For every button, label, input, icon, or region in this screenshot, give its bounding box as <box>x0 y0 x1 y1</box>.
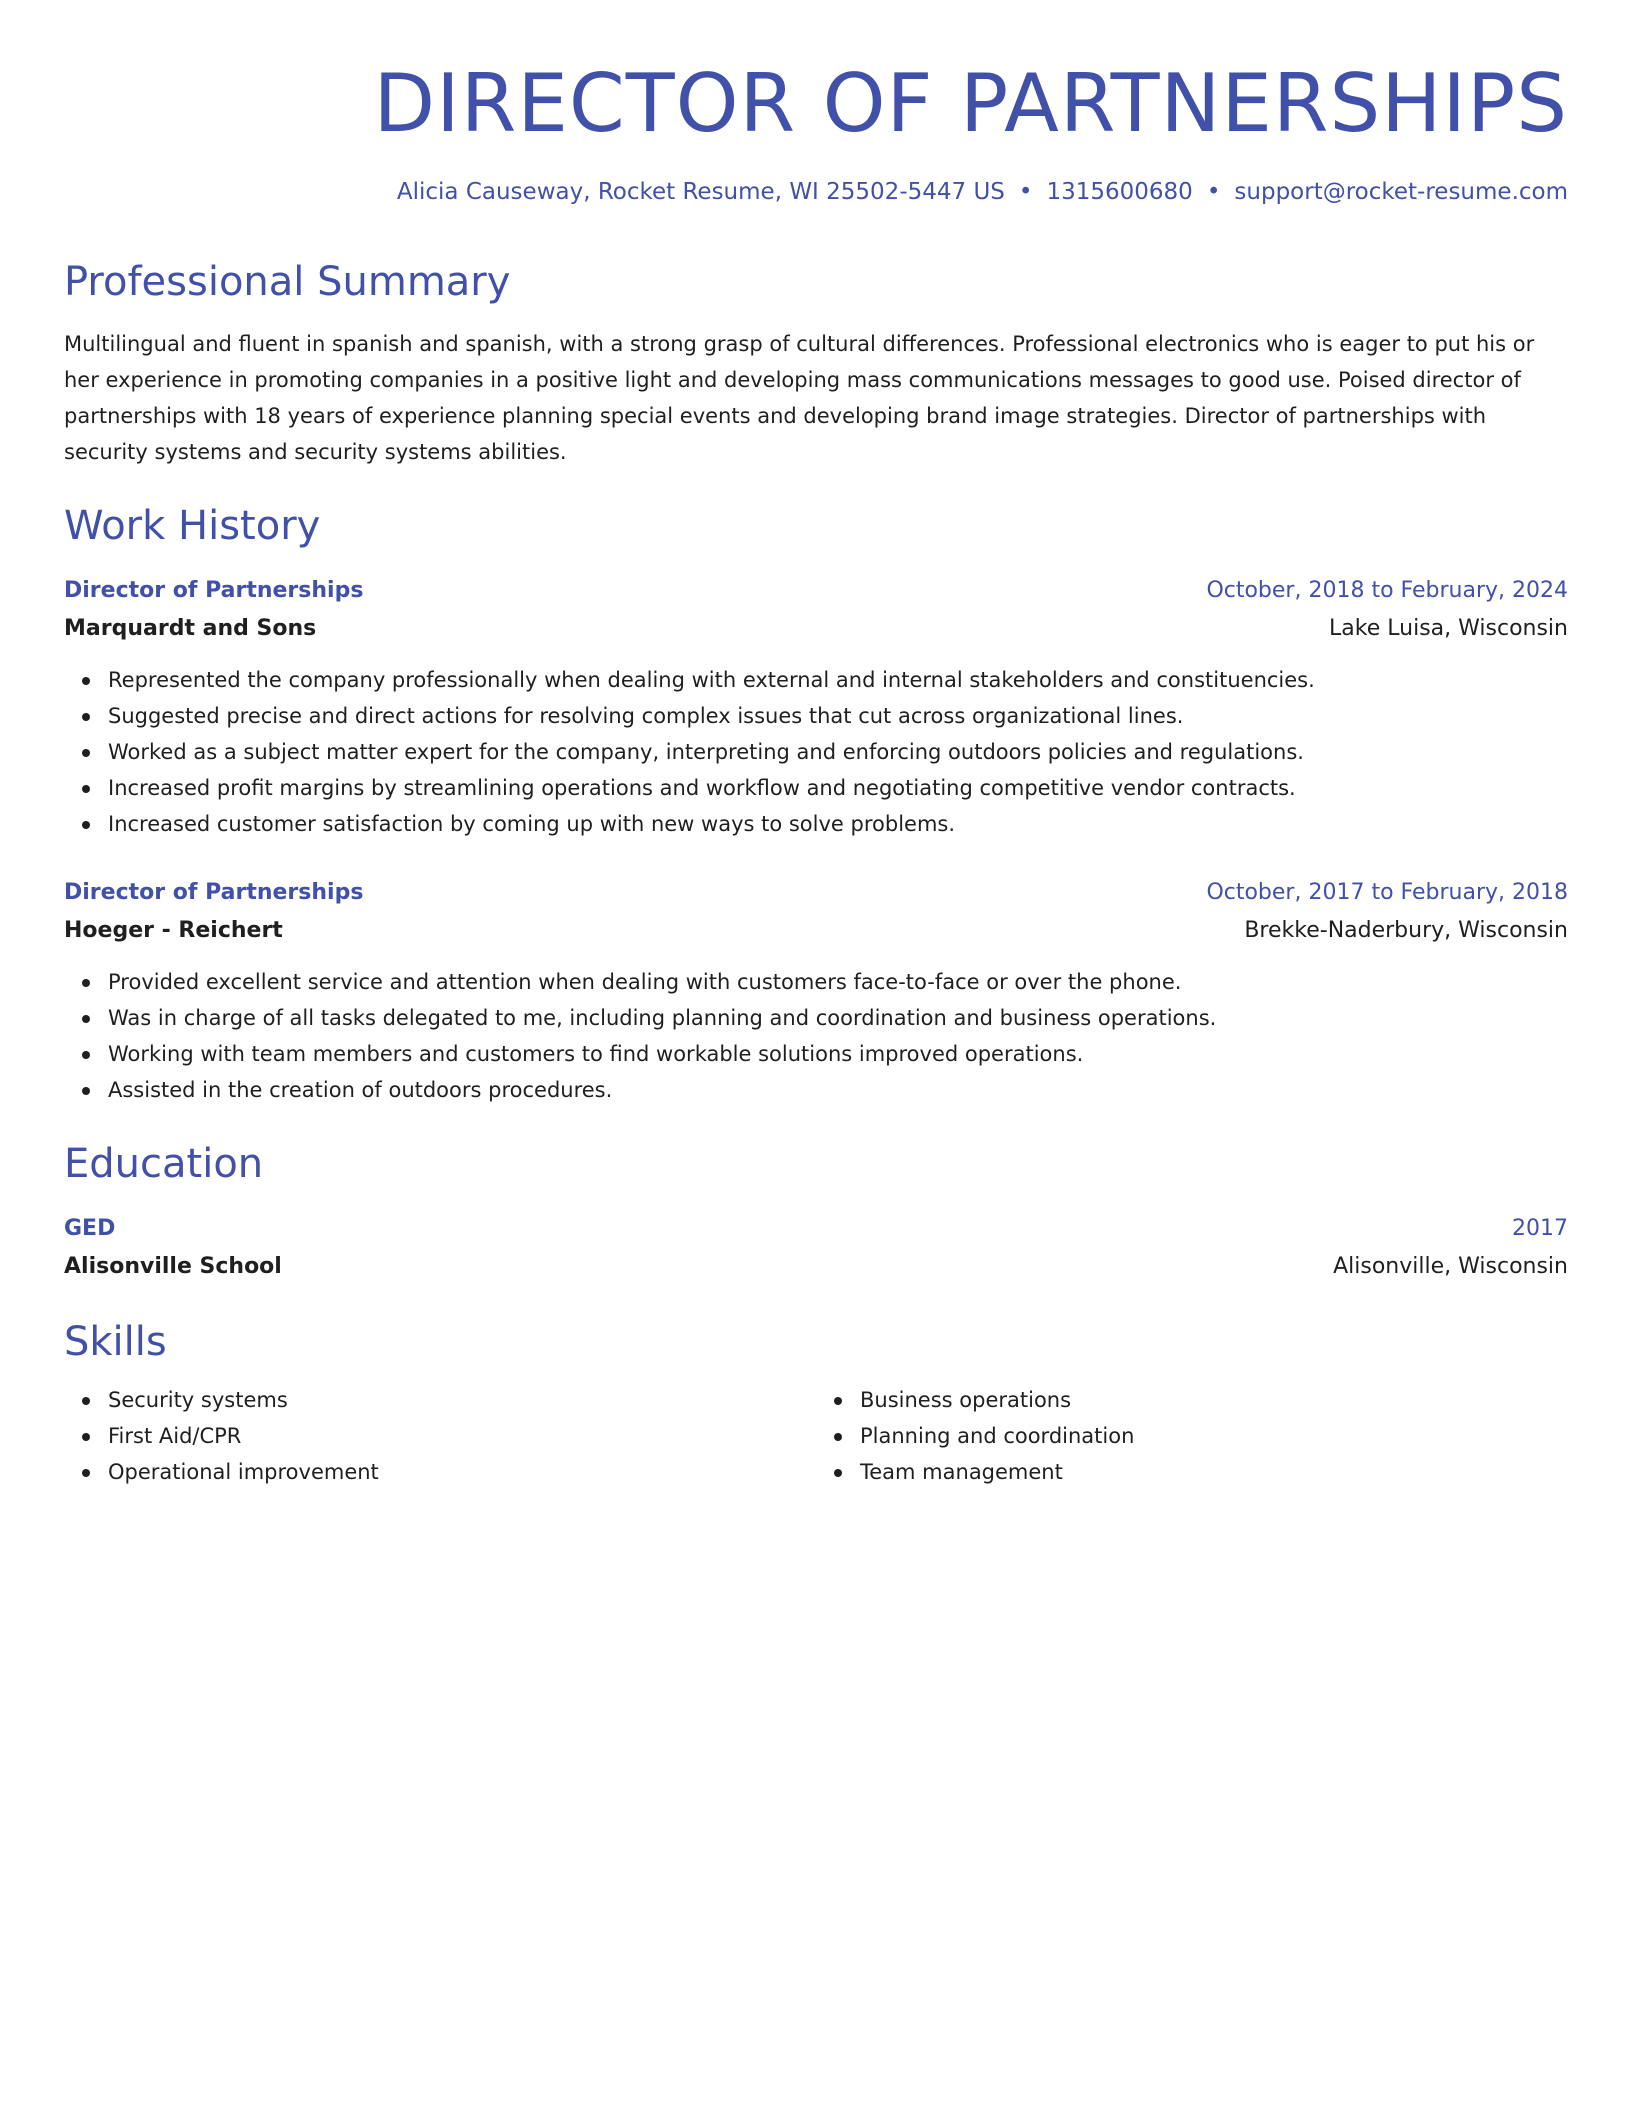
job-dates: October, 2018 to February, 2024 <box>1206 578 1568 603</box>
job-company: Marquardt and Sons <box>64 616 317 641</box>
job-bullet: Worked as a subject matter expert for the company, interpreting and enforcing outdoors policies and regulations. <box>108 734 1568 770</box>
education-entry <box>64 1210 1568 1286</box>
contact-line <box>64 176 1568 208</box>
education-heading: Education <box>64 1141 264 1187</box>
skill-item: Business operations <box>860 1382 1568 1418</box>
contact-address: Alicia Causeway, Rocket Resume, WI 25502-5447 US <box>396 179 1005 205</box>
job-company: Hoeger - Reichert <box>64 918 283 943</box>
job-company-row <box>64 912 1568 950</box>
resume-page <box>64 0 1568 1490</box>
contact-separator: • <box>1206 179 1221 205</box>
contact-phone: 1315600680 <box>1046 179 1193 205</box>
skills-heading: Skills <box>64 1319 167 1365</box>
skills-list-left <box>64 1382 816 1490</box>
skills-list-right <box>816 1382 1568 1490</box>
work-history-heading: Work History <box>64 503 321 549</box>
job-location: Brekke-Naderbury, Wisconsin <box>1244 918 1568 943</box>
job-dates: October, 2017 to February, 2018 <box>1206 880 1568 905</box>
education-degree: GED <box>64 1216 116 1241</box>
education-year: 2017 <box>1512 1216 1568 1241</box>
job-bullet: Provided excellent service and attention when dealing with customers face-to-face or over the phone. <box>108 964 1568 1000</box>
job-bullet: Was in charge of all tasks delegated to me, including planning and coordination and business operations. <box>108 1000 1568 1036</box>
education-location: Alisonville, Wisconsin <box>1333 1254 1568 1279</box>
job-bullet: Working with team members and customers to find workable solutions improved operations. <box>108 1036 1568 1072</box>
job-company-row <box>64 610 1568 648</box>
skill-item: Team management <box>860 1454 1568 1490</box>
job-entry <box>64 572 1568 842</box>
contact-email[interactable]: support@rocket-resume.com <box>1234 179 1568 205</box>
job-header-row <box>64 874 1568 912</box>
contact-separator: • <box>1018 179 1033 205</box>
job-role: Director of Partnerships <box>64 880 364 905</box>
skill-item: Security systems <box>108 1382 816 1418</box>
job-bullet-list <box>64 964 1568 1108</box>
summary-heading: Professional Summary <box>64 259 511 305</box>
skills-columns <box>64 1382 1568 1490</box>
skill-item: First Aid/CPR <box>108 1418 816 1454</box>
job-bullet: Suggested precise and direct actions for resolving complex issues that cut across organizational lines. <box>108 698 1568 734</box>
job-entry <box>64 874 1568 1108</box>
job-bullet: Increased customer satisfaction by coming up with new ways to solve problems. <box>108 806 1568 842</box>
skill-item: Planning and coordination <box>860 1418 1568 1454</box>
resume-title: DIRECTOR OF PARTNERSHIPS <box>373 57 1568 150</box>
education-school: Alisonville School <box>64 1254 282 1279</box>
job-bullet: Assisted in the creation of outdoors procedures. <box>108 1072 1568 1108</box>
skill-item: Operational improvement <box>108 1454 816 1490</box>
summary-text: Multilingual and fluent in spanish and spanish, with a strong grasp of cultural differences. Professional electronics who is eager to put his or her experience in promoting companies in a positive light and developing mass communications messages to good use. Poised director of partnerships with 18 years of experience planning special events and developing brand image strategies. Director of partnerships with security systems and security systems abilities. <box>64 332 1535 464</box>
education-school-row <box>64 1248 1568 1286</box>
job-bullet: Increased profit margins by streamlining operations and workflow and negotiating competitive vendor contracts. <box>108 770 1568 806</box>
job-header-row <box>64 572 1568 610</box>
job-bullet: Represented the company professionally when dealing with external and internal stakeholders and constituencies. <box>108 662 1568 698</box>
education-header-row <box>64 1210 1568 1248</box>
job-location: Lake Luisa, Wisconsin <box>1329 616 1568 641</box>
job-bullet-list <box>64 662 1568 842</box>
job-role: Director of Partnerships <box>64 578 364 603</box>
